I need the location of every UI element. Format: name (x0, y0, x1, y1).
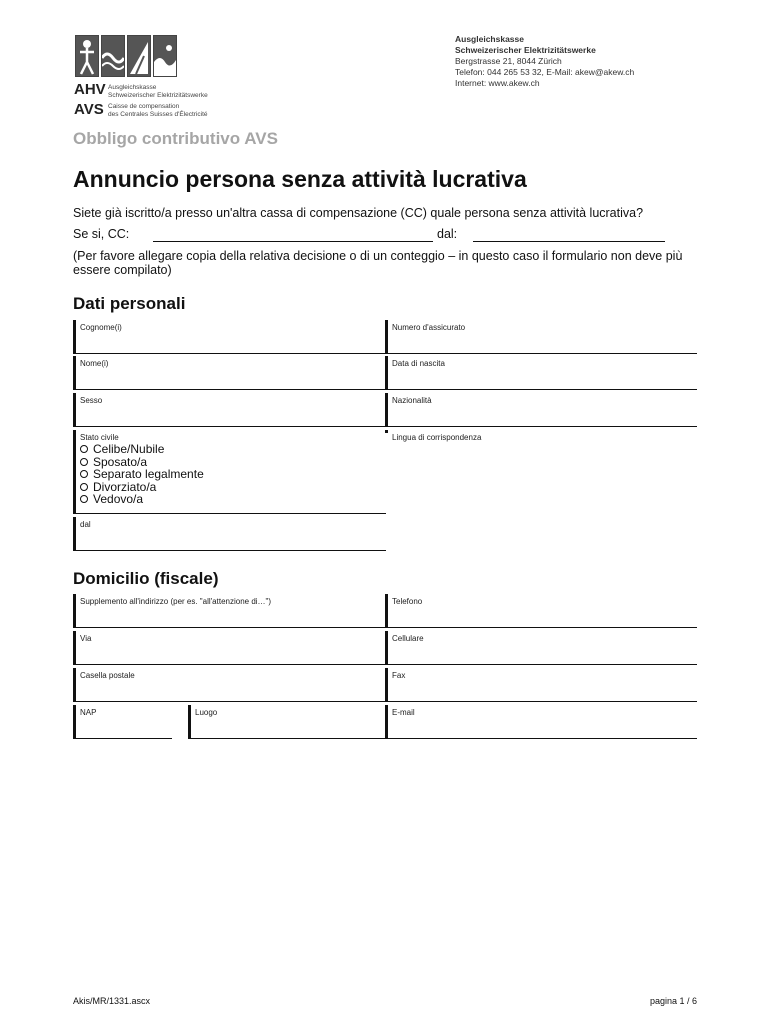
page-subtitle: Obbligo contributivo AVS (73, 129, 278, 148)
mobile-label: Cellulare (392, 634, 424, 643)
radio-icon (80, 483, 88, 491)
marital-since-label: dal (80, 520, 91, 529)
insurance-number-field[interactable] (385, 320, 697, 354)
address-supplement-field[interactable] (73, 594, 386, 628)
language-field[interactable] (385, 430, 697, 442)
marital-status-field (73, 430, 386, 514)
logo-figure-icon (75, 35, 99, 77)
marital-option-single[interactable]: Celibe/Nubile (80, 443, 386, 456)
sex-label: Sesso (80, 396, 103, 405)
first-name-field[interactable] (73, 356, 386, 390)
postal-code-label: NAP (80, 708, 97, 717)
marital-option-divorced[interactable]: Divorziato/a (80, 481, 386, 494)
marital-status-label: Stato civile (80, 433, 119, 442)
fax-field[interactable] (385, 668, 697, 702)
sex-field[interactable] (73, 393, 386, 427)
first-name-label: Nome(i) (80, 359, 109, 368)
footer-page-number: pagina 1 / 6 (649, 996, 697, 1006)
postal-code-field[interactable] (73, 705, 172, 739)
marital-option-widowed[interactable]: Vedovo/a (80, 493, 386, 506)
street-label: Via (80, 634, 92, 643)
nationality-label: Nazionalità (392, 396, 432, 405)
radio-icon (80, 495, 88, 503)
po-box-field[interactable] (73, 668, 386, 702)
marital-option-separated[interactable]: Separato legalmente (80, 468, 386, 481)
email-label: E-mail (392, 708, 415, 717)
surname-field[interactable] (73, 320, 386, 354)
cc-dal-input[interactable] (473, 227, 665, 242)
marital-status-options (80, 443, 386, 506)
cc-dal-label: dal: (437, 227, 458, 241)
section-personal-heading: Dati personali (73, 294, 186, 313)
logo-ahv: AHV (74, 81, 106, 98)
fax-label: Fax (392, 671, 406, 680)
logo-ramp-icon (127, 35, 151, 77)
logo-avs-subtitle: Caisse de compensation des Centrales Suisses d'Électricité (108, 103, 208, 118)
logo-landscape-icon (153, 35, 177, 77)
cc-input[interactable] (153, 227, 433, 242)
marital-since-field[interactable] (73, 517, 386, 551)
logo-avs: AVS (74, 101, 104, 118)
intro-question: Siete già iscritto/a presso un'altra cassa di compensazione (CC) quale persona senza attività lucrativa? (73, 206, 644, 220)
birth-date-label: Data di nascita (392, 359, 445, 368)
logo (75, 35, 177, 77)
radio-icon (80, 445, 88, 453)
insurance-number-label: Numero d'assicurato (392, 323, 466, 332)
nationality-field[interactable] (385, 393, 697, 427)
mobile-field[interactable] (385, 631, 697, 665)
organisation-address: Ausgleichskasse Schweizerischer Elektrizitätswerke Bergstrasse 21, 8044 Zürich Telefon: 044 265 53 32, E-Mail: akew@akew.ch Internet: www.akew.ch (455, 34, 635, 88)
radio-icon (80, 470, 88, 478)
city-label: Luogo (195, 708, 218, 717)
page-title: Annuncio persona senza attività lucrativa (73, 166, 527, 192)
cc-label: Se si, CC: (73, 227, 130, 241)
phone-label: Telefono (392, 597, 423, 606)
logo-wave-icon (101, 35, 125, 77)
language-label: Lingua di corrispondenza (392, 433, 482, 442)
city-field[interactable] (188, 705, 386, 739)
radio-icon (80, 458, 88, 466)
marital-option-married[interactable]: Sposato/a (80, 456, 386, 469)
footer-form-code: Akis/MR/1331.ascx (73, 996, 151, 1006)
po-box-label: Casella postale (80, 671, 135, 680)
surname-label: Cognome(i) (80, 323, 122, 332)
intro-note: (Per favore allegare copia della relativa decisione o di un conteggio – in questo caso il formulario non deve più essere compilato) (73, 249, 683, 277)
email-field[interactable] (385, 705, 697, 739)
birth-date-field[interactable] (385, 356, 697, 390)
address-supplement-label: Supplemento all'indirizzo (per es. "all'attenzione di…") (80, 597, 272, 606)
street-field[interactable] (73, 631, 386, 665)
section-domicile-heading: Domicilio (fiscale) (73, 569, 219, 588)
logo-ahv-subtitle: Ausgleichskasse Schweizerischer Elektrizitätswerke (108, 84, 208, 99)
phone-field[interactable] (385, 594, 697, 628)
